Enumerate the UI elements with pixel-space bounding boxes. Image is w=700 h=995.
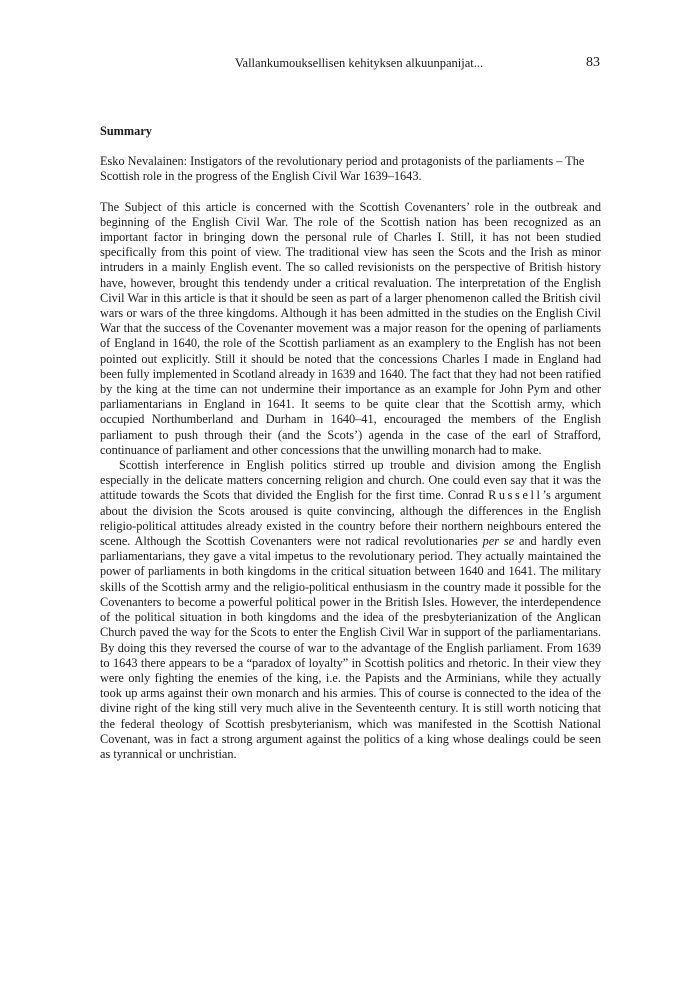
- author-name-spaced: Russell: [488, 488, 543, 503]
- paragraph-2-text-b: ’s argument about the division the Scots aroused is quite convincing, although the differences in the English religio-political attitudes already existed in the country before their northern neighbours entered the scene. Although the Scottish Covenanters were not radical revolutionaries: [100, 488, 601, 549]
- paragraph-2-text-a: Scottish interference in English politics stirred up trouble and division among the English especially in the delicate matters concerning religion and church. One could even say that it was the attitude towards the Scots that divided the English for the first time. Conrad: [100, 458, 601, 503]
- section-heading: Summary: [100, 124, 152, 138]
- summary-section: [100, 124, 601, 762]
- italic-term: per se: [482, 534, 515, 549]
- article-citation: Esko Nevalainen: Instigators of the revolutionary period and protagonists of the parliaments – The Scottish role in the progress of the English Civil War 1639–1643.: [100, 154, 585, 184]
- summary-paragraph-2: [100, 458, 601, 762]
- paragraph-2-text-c: and hardly even parliamentarians, they gave a vital impetus to the revolutionary period. They actually maintained the power of parliaments in both kingdoms in the critical situation between 1640 and 1641. The military skills of the Scottish army and the religio-political enthusiasm in the country made it possible for the Covenanters to become a powerful political power in the British Isles. However, the interdependence of the political situation in both kingdoms and the idea of the presbyterianization of the Anglican Church paved the way for the Scots to enter the English Civil War in support of the parliamentarians. By doing this they reversed the course of war to the advantage of the English parliament. From 1639 to 1643 there appears to be a “paradox of loyalty” in Scottish politics and rhetoric. In their view they were only fighting the enemies of the king, i.e. the Papists and the Arminians, while they actually took up arms against their own monarch and his armies. This of course is connected to the idea of the divine right of the king still very much alive in the Seventeenth century. It is still worth noticing that the federal theology of Scottish presbyterianism, which was manifested in the Scottish National Covenant, was in fact a strong argument against the politics of a king whose dealings could be seen as tyrannical or unchristian.: [100, 534, 602, 761]
- running-header: [100, 54, 600, 72]
- summary-paragraph-1: The Subject of this article is concerned with the Scottish Covenanters’ role in the outbreak and beginning of the English Civil War. The role of the Scottish nation has been recognized as an important factor in bringing down the personal rule of Charles I. Still, it has not been studied specifically from this point of view. The traditional view has seen the Scots and the Irish as minor intruders in a mainly English event. The so called revisionists on the perspective of British history have, however, brought this tendendy under a critical revaluation. The interpretation of the English Civil War in this article is that it should be seen as part of a larger phenomenon called the British civil wars or wars of the three kingdoms. Although it has been admitted in the studies on the English Civil War that the success of the Covenanter movement was a major reason for the opening of parliaments of England in 1640, the role of the Scottish parliament as an examplery to the English has not been pointed out explicitly. Still it should be noted that the concessions Charles I made in England had been fully implemented in Scotland already in 1639 and 1640. The fact that they had not been ratified by the king at the time can not undermine their importance as an example for John Pym and other parliamentarians in England in 1641. It seems to be quite clear that the Scottish army, which occupied Northumberland and Durham in 1640–41, encouraged the members of the English parliament to push through their (and the Scots’) agenda in the case of the earl of Strafford, continuance of parliament and other concessions that the unwilling monarch had to make.: [100, 199, 601, 457]
- running-title: Vallankumouksellisen kehityksen alkuunpanijat...: [234, 56, 484, 70]
- page-number: 83: [586, 55, 600, 70]
